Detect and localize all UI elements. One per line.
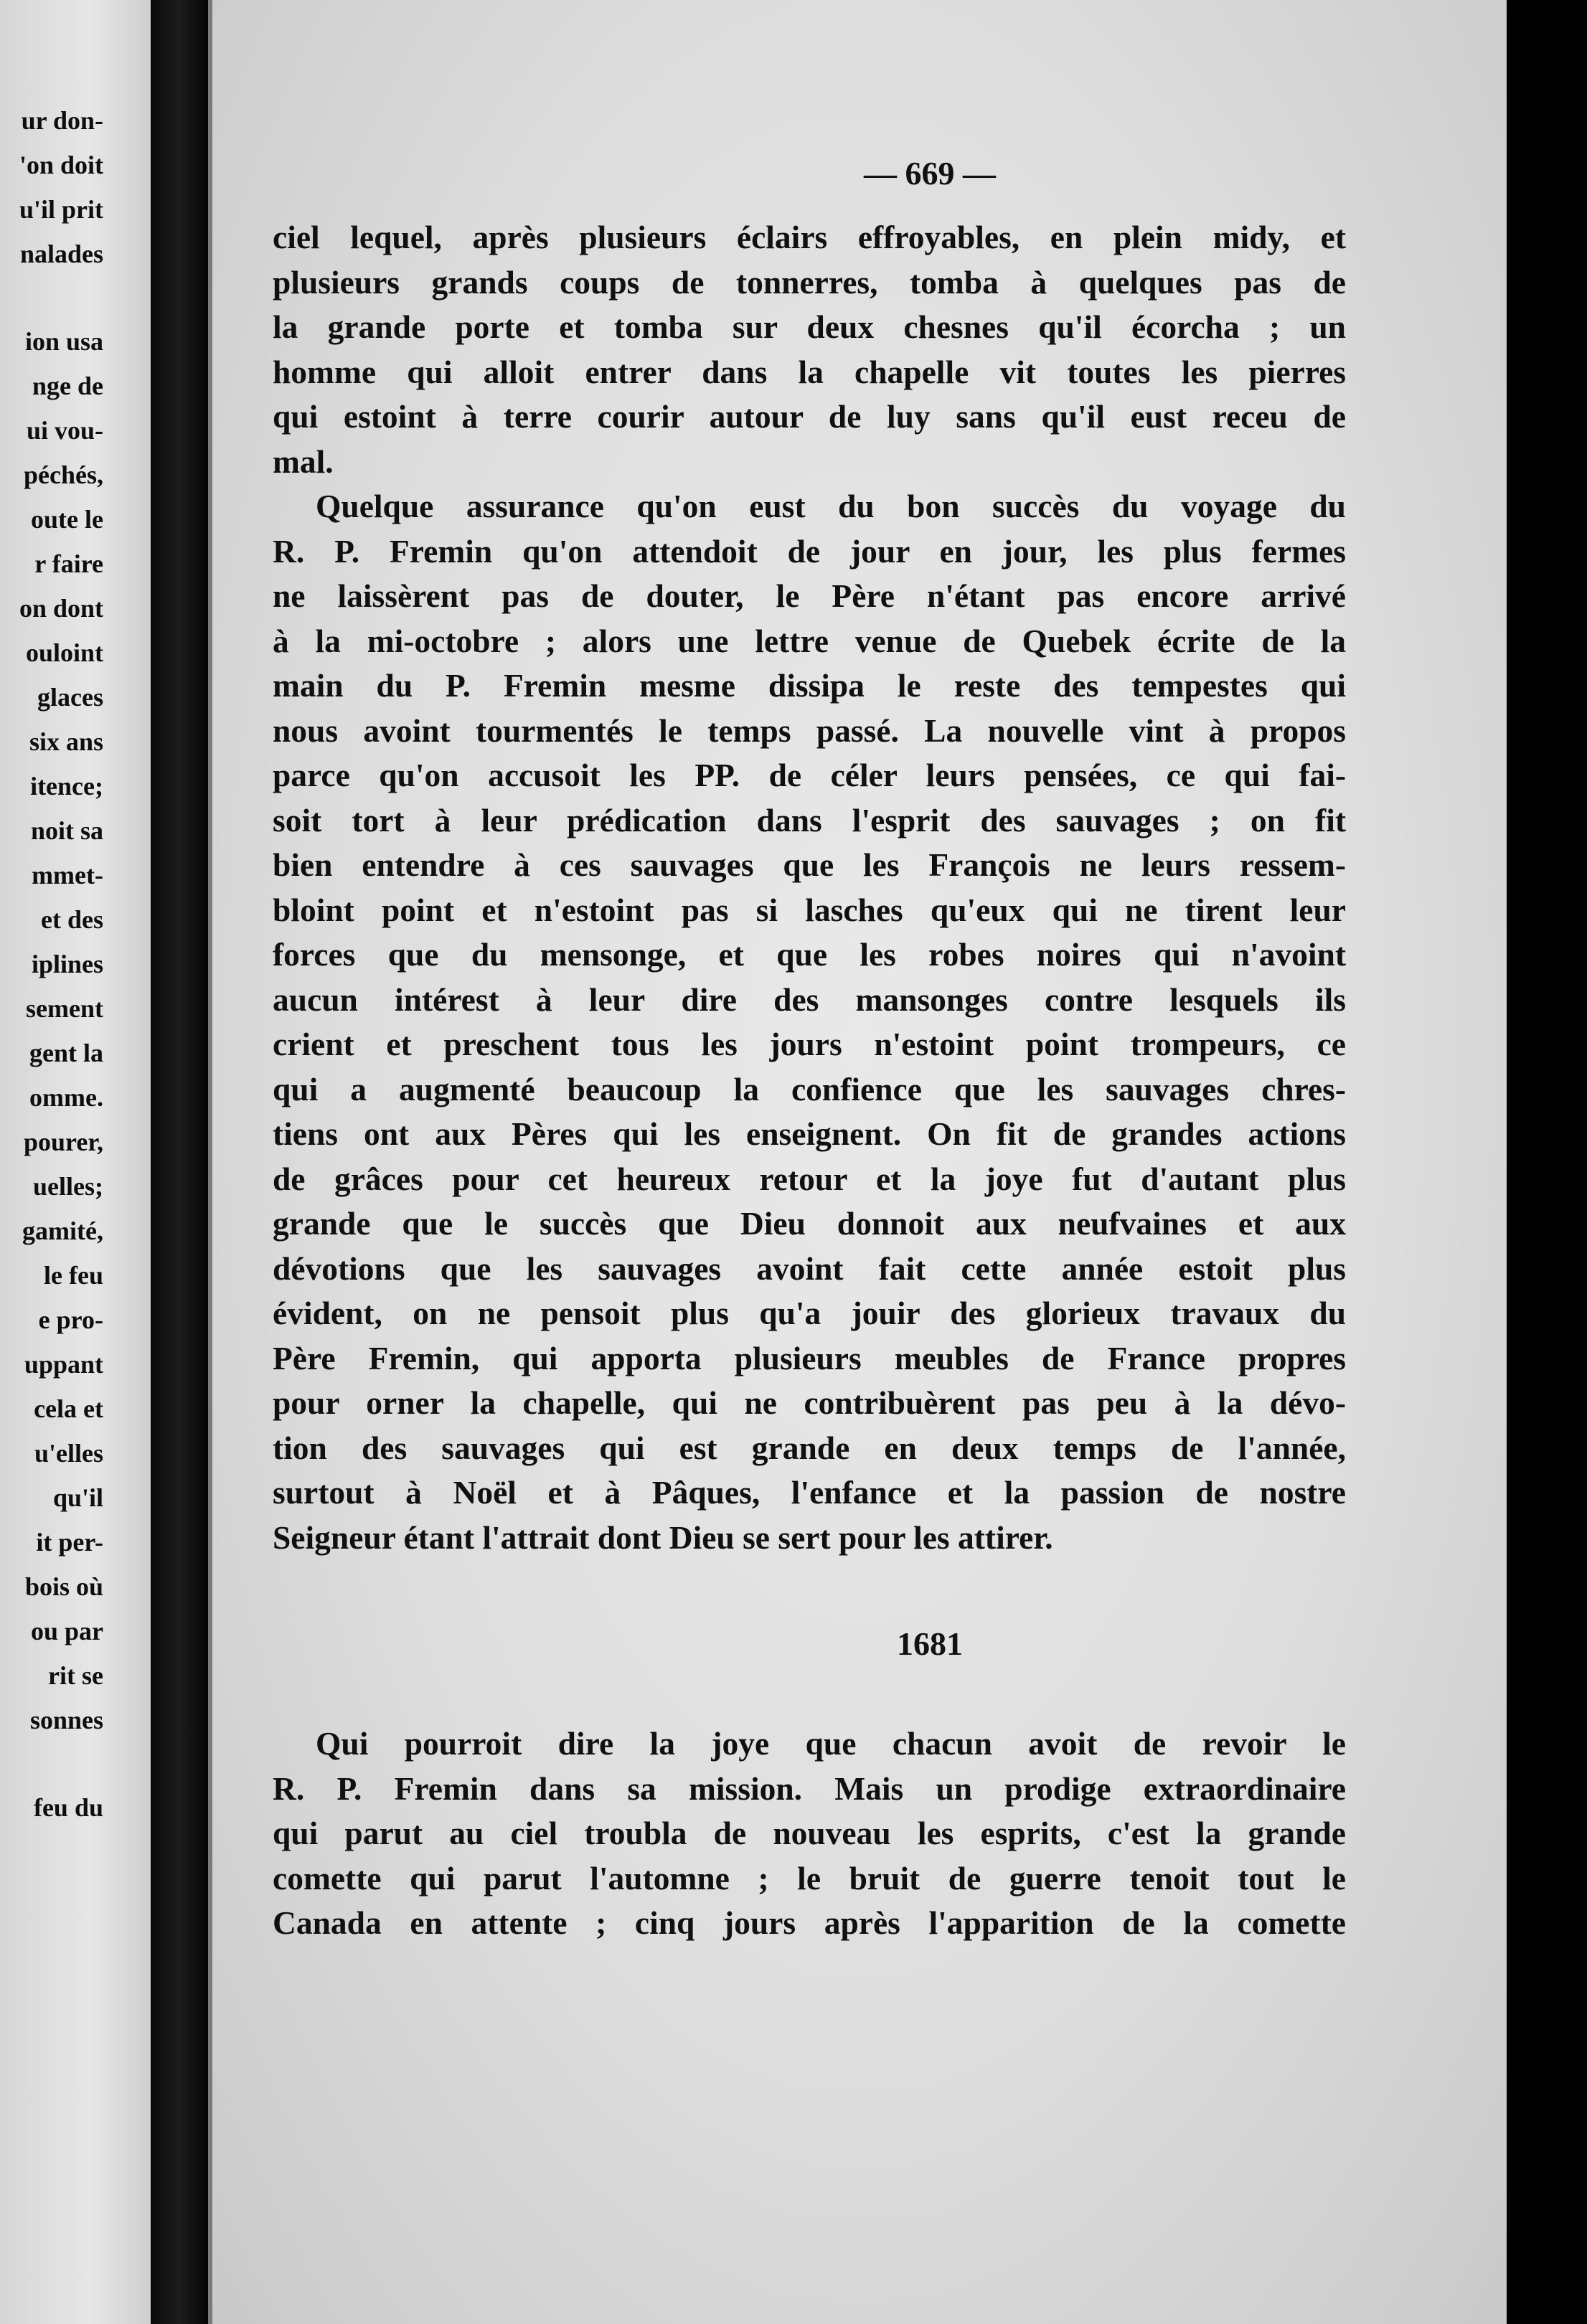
left-page-text-fragment: nge de	[32, 372, 103, 400]
text-line: qui parut au ciel troubla de nouveau les esprits, c'est la grande	[273, 1815, 1346, 1851]
text-line: parce qu'on accusoit les PP. de céler leurs pensées, ce qui fai-	[273, 757, 1346, 793]
text-line: tiens ont aux Pères qui les enseignent. On fit de grandes actions	[273, 1115, 1346, 1152]
text-line: qui a augmenté beaucoup la confience que les sauvages chres-	[273, 1070, 1346, 1107]
text-line: forces que du mensonge, et que les robes noires qui n'avoint	[273, 936, 1346, 973]
scan-border-right	[1507, 0, 1587, 2324]
text-line: bien entendre à ces sauvages que les François ne leurs ressem-	[273, 846, 1346, 883]
text-line: à la mi-octobre ; alors une lettre venue de Quebek écrite de la	[273, 622, 1346, 659]
text-line: Quelque assurance qu'on eust du bon succès du voyage du	[316, 488, 1346, 524]
left-page-text-fragment: ouloint	[25, 638, 103, 667]
left-page-text-fragment: r faire	[34, 549, 103, 578]
text-line: Père Fremin, qui apporta plusieurs meubles de France propres	[273, 1339, 1346, 1376]
text-line: pour orner la chapelle, qui ne contribuèrent pas peu à la dévo-	[273, 1384, 1346, 1421]
text-line: soit tort à leur prédication dans l'esprit des sauvages ; on fit	[273, 801, 1346, 839]
left-page-text-fragment: nalades	[19, 240, 103, 268]
text-line: qui estoint à terre courir autour de luy sans qu'il eust receu de	[273, 398, 1346, 435]
left-page-text-fragment: itence;	[30, 772, 103, 800]
text-line: Seigneur étant l'attrait dont Dieu se sert pour les attirer.	[273, 1518, 1053, 1556]
text-line: Canada en attente ; cinq jours après l'apparition de la comette	[273, 1904, 1346, 1941]
text-line: bloint point et n'estoint pas si lasches qu'eux qui ne tirent leur	[273, 891, 1346, 928]
text-line: la grande porte et tomba sur deux chesnes qu'il écorcha ; un	[273, 308, 1346, 345]
left-page-text-fragment: sement	[26, 994, 103, 1023]
left-page-text-fragment: omme.	[29, 1083, 103, 1112]
left-page-text-fragment: e pro-	[38, 1305, 103, 1334]
text-line: comette qui parut l'automne ; le bruit de guerre tenoit tout le	[273, 1859, 1346, 1896]
left-page-text-fragment: rit se	[48, 1661, 103, 1690]
text-line: R. P. Fremin qu'on attendoit de jour en jour, les plus fermes	[273, 532, 1346, 570]
facing-page-left	[0, 0, 151, 2324]
left-page-text-fragment: six ans	[29, 727, 103, 756]
left-page-text-fragment: noit sa	[30, 816, 103, 845]
left-page-text-fragment: et des	[41, 905, 103, 934]
text-line: ne laissèrent pas de douter, le Père n'étant pas encore arrivé	[273, 577, 1346, 614]
left-page-text-fragment: glaces	[37, 683, 103, 712]
text-line: mal.	[273, 443, 334, 480]
year-heading: 1681	[897, 1625, 963, 1662]
text-line: plusieurs grands coups de tonnerres, tomba à quelques pas de	[273, 263, 1346, 301]
page-669	[208, 0, 1507, 2324]
left-page-text-fragment: feu du	[33, 1793, 103, 1822]
left-page-text-fragment: ur don-	[21, 106, 103, 135]
left-page-text-fragment: u'elles	[34, 1439, 103, 1468]
text-line: crient et preschent tous les jours n'estoint point trompeurs, ce	[273, 1026, 1346, 1062]
left-page-text-fragment: oute le	[31, 505, 103, 534]
left-page-text-fragment: mmet-	[32, 861, 103, 889]
text-line: dévotions que les sauvages avoint fait cette année estoit plus	[273, 1250, 1346, 1287]
text-line: Qui pourroit dire la joye que chacun avoit de revoir le	[316, 1725, 1346, 1762]
text-line: aucun intérest à leur dire des mansonges contre lesquels ils	[273, 981, 1346, 1018]
left-page-text-fragment: sonnes	[29, 1706, 103, 1734]
left-page-text-fragment: gamité,	[22, 1217, 103, 1245]
left-page-text-fragment: ui vou-	[26, 416, 103, 445]
text-line: grande que le succès que Dieu donnoit aux neufvaines et aux	[273, 1205, 1346, 1242]
left-page-text-fragment: it per-	[36, 1528, 103, 1557]
left-page-text-fragment: qu'il	[52, 1483, 103, 1512]
text-line: évident, on ne pensoit plus qu'a jouir des glorieux travaux du	[273, 1295, 1346, 1331]
text-line: de grâces pour cet heureux retour et la joye fut d'autant plus	[273, 1160, 1346, 1197]
left-page-text-fragment: on dont	[19, 594, 103, 623]
body-text-upper	[273, 215, 1346, 1560]
left-page-text-fragment: 'on doit	[19, 151, 103, 179]
left-page-text-fragment: iplines	[31, 950, 103, 978]
text-line: main du P. Fremin mesme dissipa le reste des tempestes qui	[273, 667, 1346, 704]
left-page-text-fragment: gent la	[29, 1039, 103, 1067]
left-page-text-fragment: bois où	[24, 1572, 103, 1601]
left-page-text-fragment: péchés,	[24, 460, 103, 489]
left-page-text-fragment: u'il prit	[19, 195, 103, 224]
left-page-text-fragment: cela et	[34, 1394, 103, 1423]
body-text-lower	[273, 1721, 1346, 1946]
text-line: ciel lequel, après plusieurs éclairs effroyables, en plein midy, et	[273, 219, 1346, 255]
book-gutter	[151, 0, 208, 2324]
left-page-text-fragment: uelles;	[33, 1172, 103, 1201]
text-line: nous avoint tourmentés le temps passé. La nouvelle vint à propos	[273, 712, 1346, 749]
left-page-text-fragment: pourer,	[23, 1128, 103, 1156]
text-line: tion des sauvages qui est grande en deux temps de l'année,	[273, 1429, 1346, 1466]
left-page-text-fragment: le feu	[44, 1261, 103, 1290]
page-number: — 669 —	[864, 155, 996, 192]
left-page-text-fragment: uppant	[24, 1350, 103, 1379]
left-page-text-fragment: ou par	[30, 1617, 103, 1645]
text-line: surtout à Noël et à Pâques, l'enfance et la passion de nostre	[273, 1474, 1346, 1511]
text-line: homme qui alloit entrer dans la chapelle vit toutes les pierres	[273, 353, 1346, 390]
left-page-text-fragment: ion usa	[24, 327, 103, 356]
text-line: R. P. Fremin dans sa mission. Mais un prodige extraordinaire	[273, 1770, 1346, 1807]
